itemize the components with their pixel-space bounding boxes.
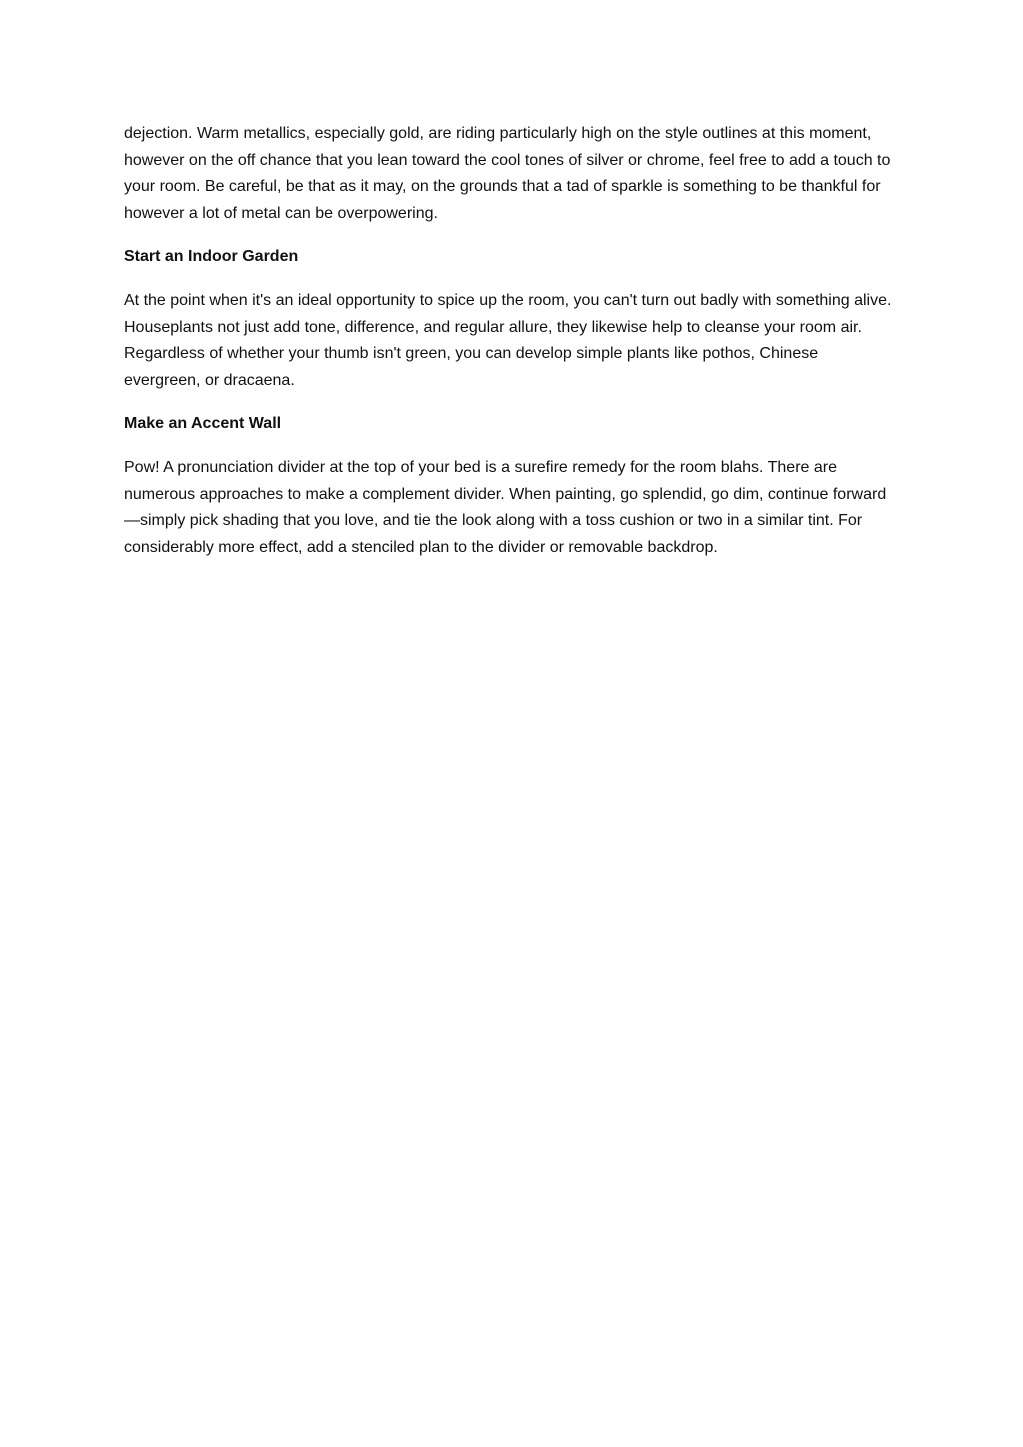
document-body bbox=[124, 121, 899, 578]
section-body-accent-wall: Pow! A pronunciation divider at the top of your bed is a surefire remedy for the room blahs. There are numerous approaches to make a complement divider. When painting, go splendid, go dim, continue forward—simply pick shading that you love, and tie the look along with a toss cushion or two in a similar tint. For considerably more effect, add a stenciled plan to the divider or removable backdrop. bbox=[124, 458, 887, 556]
section-heading-accent-wall: Make an Accent Wall bbox=[124, 415, 282, 433]
section-heading-indoor-garden: Start an Indoor Garden bbox=[124, 248, 299, 266]
intro-paragraph: dejection. Warm metallics, especially gold, are riding particularly high on the style outlines at this moment, however on the off chance that you lean toward the cool tones of silver or chrome, feel free to add a touch to your room. Be careful, be that as it may, on the grounds that a tad of sparkle is something to be thankful for however a lot of metal can be overpowering. bbox=[124, 125, 891, 222]
section-body-indoor-garden: At the point when it's an ideal opportunity to spice up the room, you can't turn out badly with something alive. Houseplants not just add tone, difference, and regular allure, they likewise help to cleanse your room air. Regardless of whether your thumb isn't green, you can develop simple plants like pothos, Chinese evergreen, or dracaena. bbox=[124, 291, 892, 389]
